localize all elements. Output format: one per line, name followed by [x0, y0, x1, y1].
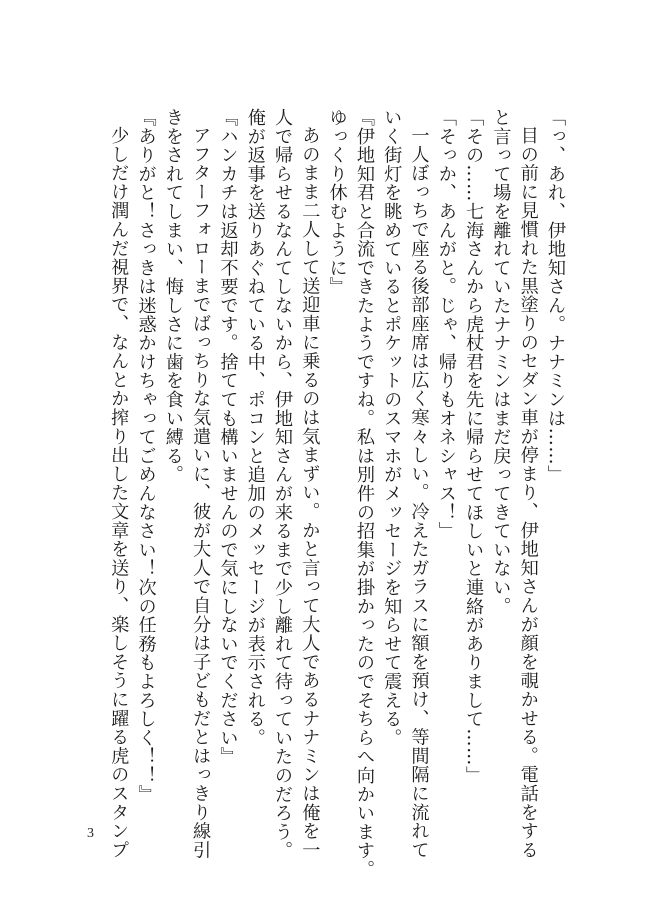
dialogue-line: 「っ、あれ、伊地知さん。ナナミンは……」	[545, 108, 566, 484]
narration-line: 俺が返事を送りあぐねている中、ポコンと追加のメッセージが表示される。	[244, 108, 266, 748]
narration-line: 一人ぼっちで座る後部座席は広く寒々しい。冷えたガラスに額を預け、等間隔に流れて	[408, 126, 430, 860]
dialogue-line: ゆっくり休むように』	[326, 108, 348, 296]
dialogue-line: 「そっか、あんがと。じゃ、帰りもオネシャス！」	[435, 108, 457, 541]
narration-line: いく街灯を眺めているとポケットのスマホがメッセージを知らせて震える。	[381, 108, 403, 748]
narration-line: アフターフォローまでばっちりな気遣いに、彼が大人で自分は子どもだとはっきり線引	[190, 126, 212, 860]
dialogue-line: 『ありがと！さっきは迷惑かけちゃってごめんなさい！次の任務もよろしく！！』	[135, 108, 157, 804]
narration-line: あのまま二人して送迎車に乗るのは気まずい。かと言って大人であるナナミンは俺を一	[299, 126, 321, 860]
narration-line: 少しだけ潤んだ視界で、なんとか搾り出した文章を送り、楽しそうに躍る虎のスタンプ	[108, 126, 130, 860]
dialogue-line: 『ハンカチは返却不要です。捨てても構いませんので気にしないでください』	[217, 108, 239, 766]
page-number: 3	[87, 826, 94, 841]
dialogue-line: 『伊地知君と合流できたようですね。私は別件の招集が掛かったのでそちらへ向かいます。	[353, 108, 375, 879]
narration-line: と言って場を離れていたナナミンはまだ戻ってきていない。	[490, 108, 512, 616]
narration-line: きをされてしまい、悔しさに歯を食い縛る。	[162, 108, 184, 484]
narration-line: 人で帰らせるなんてしないから、伊地知さんが来るまで少し離れて待っていたのだろう。	[272, 108, 294, 860]
dialogue-line: 「その……七海さんから虎杖君を先に帰らせてほしいと連絡がありまして……」	[463, 108, 485, 785]
vertical-text-body	[105, 108, 569, 879]
narration-line: 目の前に見慣れた黒塗りのセダン車が停まり、伊地知さんが顔を覗かせる。電話をする	[517, 126, 539, 860]
